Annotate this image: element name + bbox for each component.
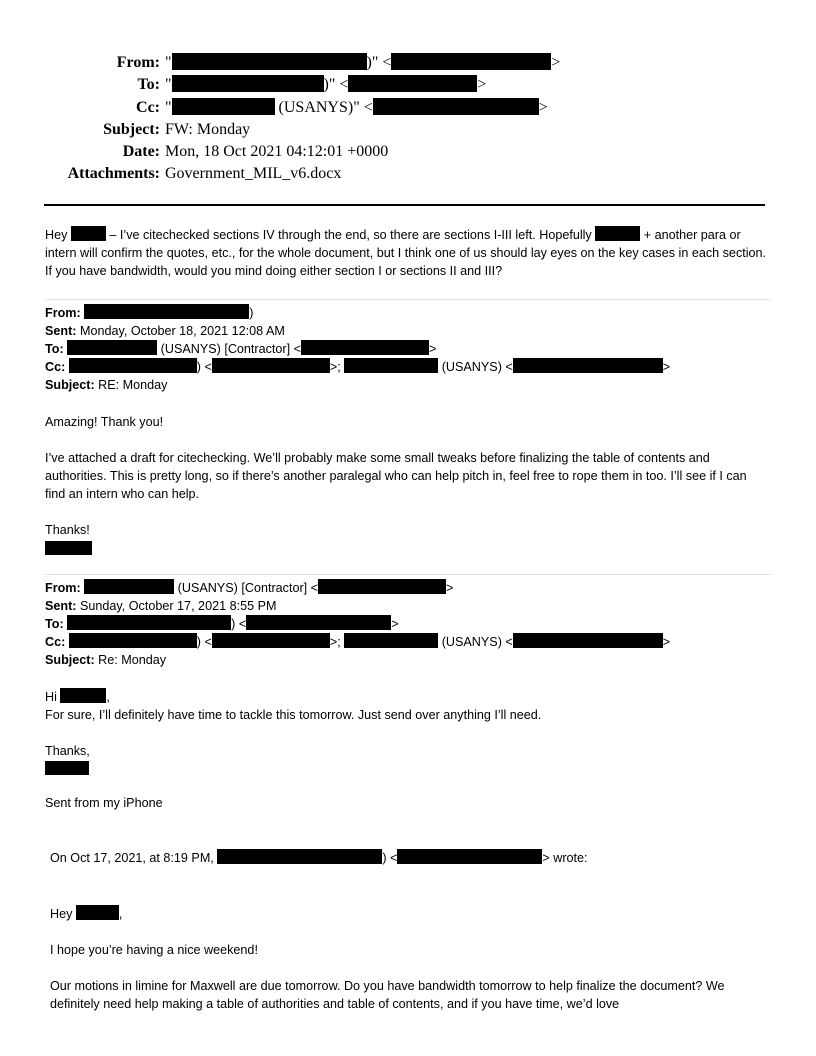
redaction-box [71, 226, 106, 241]
message-3-cc-mid2: >; [329, 635, 345, 650]
redaction-box [69, 358, 197, 373]
message-2-paragraph-2: I’ve attached a draft for citechecking. We’ll probably make some small tweaks before finalizing the table of contents and authorities. This is pretty long, so if there’s another paralegal who can help pitch in, feel free to rope them in too. I’ll see if I can find an intern who can help. [45, 450, 747, 502]
redaction-box [344, 633, 438, 648]
message-3-greeting-text: Hi [45, 689, 61, 704]
message-3-paragraph-3: Sent from my iPhone [45, 796, 163, 811]
message-2-cc [45, 358, 771, 376]
header-attachments-label: Attachments: [67, 165, 160, 183]
redaction-box [397, 849, 542, 864]
message-2-paragraph-1: Amazing! Thank you! [45, 414, 164, 429]
redaction-box [373, 98, 539, 115]
message-2-subject-value: RE: Monday [94, 378, 168, 393]
redaction-box [76, 905, 119, 920]
header-to-sep: )" < [323, 76, 349, 94]
redaction-box [301, 340, 429, 355]
message-3-sent-value: Sunday, October 17, 2021 8:55 PM [76, 598, 277, 613]
header-from-sep: )" < [366, 54, 392, 71]
redaction-box [513, 358, 663, 373]
redaction-box [84, 304, 249, 319]
message-3-sent-label: Sent: [45, 598, 77, 613]
message-4-paragraph-2: Our motions in limine for Maxwell are due tomorrow. Do you have bandwidth tomorrow to help finalize the document? We definitely need help making a table of authorities and table of contents, and if you have time, we’d love [50, 979, 725, 1012]
redaction-box [172, 75, 324, 92]
redaction-box [391, 53, 551, 70]
message-3-to [45, 615, 771, 633]
header-to-value [165, 74, 486, 96]
message-3-cc [45, 633, 771, 651]
message-2-to-mid: (USANYS) [Contractor] < [157, 342, 301, 357]
message-2-paragraph-3: Thanks! [45, 523, 90, 538]
header-subject-row [0, 119, 816, 141]
header-subject-value: FW: Monday [165, 120, 251, 138]
message-3-paragraph-2: Thanks, [45, 744, 90, 759]
message-2-cc-mid2: >; [329, 360, 345, 375]
message-4-paragraph-1: I hope you’re having a nice weekend! [50, 942, 258, 957]
message-4-attribution-c: > wrote: [542, 851, 588, 866]
header-from-end: > [551, 54, 561, 71]
header-attachments-value[interactable]: Government_MIL_v6.docx [165, 165, 342, 183]
header-date-row [0, 141, 816, 163]
header-cc-row [0, 97, 816, 119]
message-3-from-mid: (USANYS) [Contractor] < [174, 580, 319, 595]
message-3-sent [45, 597, 771, 615]
redaction-box [595, 226, 640, 241]
message-2-sent-label: Sent: [45, 323, 77, 338]
header-to-end: > [477, 76, 487, 94]
redaction-box [67, 615, 231, 630]
redaction-box [67, 340, 157, 355]
message-1-text [45, 226, 767, 281]
message-2-subject-label: Subject: [45, 378, 95, 393]
redaction-box [344, 358, 438, 373]
message-3-cc-end: > [662, 635, 671, 650]
email-body [45, 226, 771, 1013]
message-separator [45, 574, 771, 575]
header-divider [44, 204, 765, 206]
message-2-to-end: > [428, 342, 437, 357]
message-2-cc-label: Cc: [45, 360, 66, 375]
message-3-from-end: > [446, 580, 454, 595]
message-4-attribution [45, 849, 771, 867]
message-3-subject [45, 651, 771, 669]
header-from-quote: " [165, 54, 172, 71]
message-3-from-label: From: [45, 580, 81, 595]
redaction-box [45, 541, 92, 555]
message-3-cc-mid1: ) < [196, 635, 212, 650]
redaction-box [212, 633, 330, 648]
redaction-box [246, 615, 391, 630]
redaction-box [172, 53, 367, 70]
message-1-text-c: + another para or intern will confirm the quotes, etc., for the whole document, but I think one of us should lay eyes on the key cases in each section. If you have bandwidth, would you mind doing either section I or sections II and III? [45, 228, 767, 279]
header-from-label: From: [116, 54, 160, 71]
message-3-cc-mid3: (USANYS) < [438, 635, 513, 650]
header-cc-label: Cc: [136, 98, 160, 116]
redaction-box [60, 688, 106, 703]
message-2-cc-mid1: ) < [196, 360, 212, 375]
message-3-subject-label: Subject: [45, 653, 95, 668]
message-2-signature [45, 540, 771, 558]
message-4-attribution-b: ) < [382, 851, 398, 866]
message-3-greeting-end: , [106, 689, 110, 704]
message-2-to-label: To: [45, 342, 64, 357]
redaction-box [212, 358, 330, 373]
header-from-row [0, 52, 816, 74]
redaction-box [217, 849, 382, 864]
header-to-quote: " [165, 76, 172, 94]
message-4-attribution-a: On Oct 17, 2021, at 8:19 PM, [50, 851, 218, 866]
header-from-value [165, 52, 560, 74]
redaction-box [84, 579, 174, 594]
redaction-box [45, 761, 89, 775]
message-1-text-b: – I’ve citechecked sections IV through the end, so there are sections I-III left. Hopefully [105, 228, 596, 242]
redaction-box [513, 633, 663, 648]
header-date-value: Mon, 18 Oct 2021 04:12:01 +0000 [165, 143, 389, 161]
message-2-cc-mid3: (USANYS) < [438, 360, 513, 375]
header-to-row [0, 74, 816, 96]
header-attachments-row [0, 163, 816, 185]
message-separator [45, 299, 771, 300]
message-2-sent-value: Monday, October 18, 2021 12:08 AM [76, 323, 285, 338]
header-cc-sep: (USANYS)" < [274, 98, 373, 116]
message-2-subject [45, 376, 771, 394]
message-3-to-mid: ) < [231, 617, 247, 632]
header-to-label: To: [137, 76, 160, 94]
header-cc-quote: " [165, 98, 172, 116]
header-cc-value [165, 97, 548, 119]
message-4-greeting [45, 905, 771, 923]
message-4-greeting-text: Hey [50, 906, 76, 921]
message-3-paragraph-1: For sure, I’ll definitely have time to tackle this tomorrow. Just send over anything I’ll need. [45, 707, 542, 722]
redaction-box [348, 75, 477, 92]
message-3-from [45, 579, 771, 597]
message-1-text-a: Hey [45, 228, 71, 242]
message-3-greeting [45, 688, 771, 706]
message-2-from-end: ) [249, 305, 254, 320]
message-2-to [45, 340, 771, 358]
email-print-header [0, 52, 816, 186]
header-subject-label: Subject: [103, 120, 160, 138]
message-3-subject-value: Re: Monday [94, 653, 167, 668]
message-4-greeting-end: , [118, 906, 123, 921]
message-2-from [45, 304, 771, 322]
redaction-box [318, 579, 446, 594]
header-date-label: Date: [122, 143, 160, 161]
header-cc-end: > [538, 98, 548, 116]
message-3-to-label: To: [45, 617, 64, 632]
message-3-cc-label: Cc: [45, 635, 66, 650]
message-2-sent [45, 322, 771, 340]
message-3-to-end: > [391, 617, 399, 632]
message-2-cc-end: > [662, 360, 671, 375]
message-2-from-label: From: [45, 305, 81, 320]
message-3-signature [45, 760, 771, 778]
redaction-box [69, 633, 197, 648]
redaction-box [172, 98, 275, 115]
